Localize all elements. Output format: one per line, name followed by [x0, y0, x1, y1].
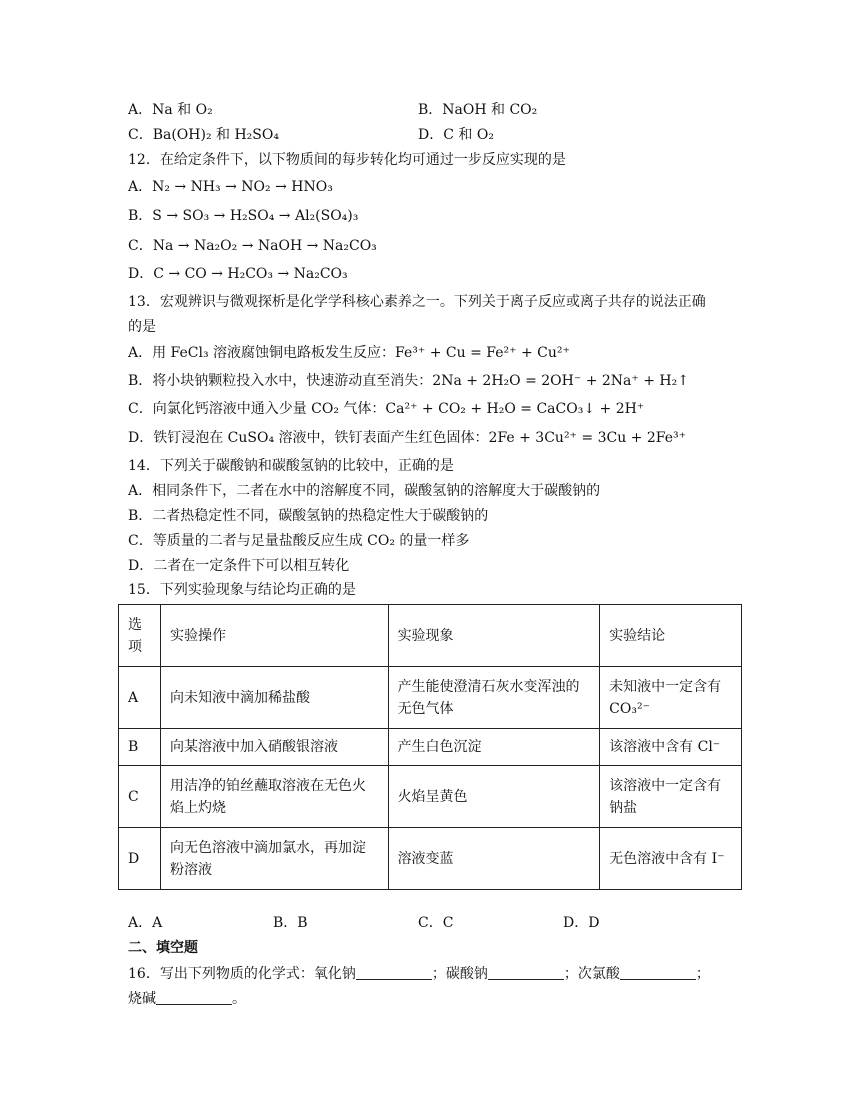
- table-row: [119, 667, 742, 729]
- q15-answer-c: C．C: [418, 915, 454, 931]
- q11-option-c: C．Ba(OH)₂ 和 H₂SO₄: [128, 127, 279, 143]
- blank-sodium-oxide[interactable]: [356, 965, 432, 980]
- blank-hypochlorous-acid[interactable]: [620, 965, 696, 980]
- table-header-row: [119, 605, 742, 667]
- table-row: [119, 828, 742, 890]
- operation-cell: 向无色溶液中滴加氯水，再加淀粉溶液: [160, 828, 388, 890]
- q14-option-c: C．等质量的二者与足量盐酸反应生成 CO₂ 的量一样多: [128, 533, 470, 549]
- q12-stem: 12．在给定条件下，以下物质间的每步转化均可通过一步反应实现的是: [128, 152, 566, 168]
- q15-answer-d: D．D: [563, 915, 600, 931]
- header-option: [119, 605, 161, 667]
- table-row: [119, 729, 742, 766]
- q16-caustic-soda-label: 烧碱: [128, 991, 156, 1007]
- q15-answer-b: B．B: [273, 915, 308, 931]
- blank-sodium-carbonate[interactable]: [488, 965, 564, 980]
- row-label: B: [119, 729, 161, 766]
- phenomenon-cell: 火焰呈黄色: [388, 766, 600, 828]
- q14-option-b: B．二者热稳定性不同，碳酸氢钠的热稳定性大于碳酸钠的: [128, 508, 489, 524]
- experiment-table: [118, 604, 742, 890]
- q16-part-2: ；碳酸钠: [431, 966, 488, 982]
- row-label: D: [119, 828, 161, 890]
- q16-line-2: [128, 988, 246, 1010]
- q16-line-1: [128, 963, 710, 985]
- operation-cell: 向未知液中滴加稀盐酸: [160, 667, 388, 729]
- conclusion-cell: 未知液中一定含有 CO₃²⁻: [600, 667, 742, 729]
- q14-stem: 14．下列关于碳酸钠和碳酸氢钠的比较中，正确的是: [128, 458, 454, 474]
- conclusion-cell: 该溶液中一定含有钠盐: [600, 766, 742, 828]
- q12-option-a: A．N₂ → NH₃ → NO₂ → HNO₃: [128, 179, 333, 195]
- operation-cell: 向某溶液中加入硝酸银溶液: [160, 729, 388, 766]
- header-option-text: 选项: [128, 616, 142, 655]
- q14-option-a: A．相同条件下，二者在水中的溶解度不同，碳酸氢钠的溶解度大于碳酸钠的: [128, 483, 601, 499]
- q15-stem: 15．下列实验现象与结论均正确的是: [128, 582, 356, 598]
- header-phenomenon: 实验现象: [388, 605, 600, 667]
- row-label: C: [119, 766, 161, 828]
- conclusion-cell: 该溶液中含有 Cl⁻: [600, 729, 742, 766]
- q15-answer-a: A．A: [128, 915, 163, 931]
- phenomenon-cell: 产生白色沉淀: [388, 729, 600, 766]
- q13-option-c: C．向氯化钙溶液中通入少量 CO₂ 气体：Ca²⁺ + CO₂ + H₂O = CaCO₃↓ + 2H⁺: [128, 401, 645, 417]
- q16-prefix: 16．写出下列物质的化学式：氧化钠: [128, 966, 356, 982]
- q16-part-4: ；: [695, 966, 710, 982]
- section-heading: 二、填空题: [128, 940, 198, 956]
- q13-stem-2: 的是: [128, 319, 156, 335]
- q13-option-b: B．将小块钠颗粒投入水中，快速游动直至消失：2Na + 2H₂O = 2OH⁻ + 2Na⁺ + H₂↑: [128, 373, 689, 389]
- header-conclusion: 实验结论: [600, 605, 742, 667]
- blank-caustic-soda[interactable]: [156, 990, 232, 1005]
- row-label: A: [119, 667, 161, 729]
- header-operation: 实验操作: [160, 605, 388, 667]
- q12-option-b: B．S → SO₃ → H₂SO₄ → Al₂(SO₄)₃: [128, 208, 359, 224]
- q16-part-3: ；次氯酸: [563, 966, 620, 982]
- q13-stem-1: 13．宏观辨识与微观探析是化学学科核心素养之一。下列关于离子反应或离子共存的说法正确: [128, 294, 706, 310]
- phenomenon-cell: 溶液变蓝: [388, 828, 600, 890]
- q14-option-d: D．二者在一定条件下可以相互转化: [128, 558, 350, 574]
- phenomenon-cell: 产生能使澄清石灰水变浑浊的无色气体: [388, 667, 600, 729]
- q13-option-d: D．铁钉浸泡在 CuSO₄ 溶液中，铁钉表面产生红色固体：2Fe + 3Cu²⁺ = 3Cu + 2Fe³⁺: [128, 430, 686, 446]
- table-row: [119, 766, 742, 828]
- q16-end: 。: [232, 991, 246, 1007]
- q11-option-b: B．NaOH 和 CO₂: [418, 102, 538, 118]
- q13-option-a: A．用 FeCl₃ 溶液腐蚀铜电路板发生反应：Fe³⁺ + Cu = Fe²⁺ + Cu²⁺: [128, 345, 570, 361]
- operation-cell: 用洁净的铂丝蘸取溶液在无色火焰上灼烧: [160, 766, 388, 828]
- q11-option-a: A．Na 和 O₂: [128, 102, 213, 118]
- q11-option-d: D．C 和 O₂: [418, 127, 494, 143]
- q12-option-d: D．C → CO → H₂CO₃ → Na₂CO₃: [128, 266, 348, 282]
- conclusion-cell: 无色溶液中含有 I⁻: [600, 828, 742, 890]
- q12-option-c: C．Na → Na₂O₂ → NaOH → Na₂CO₃: [128, 238, 377, 254]
